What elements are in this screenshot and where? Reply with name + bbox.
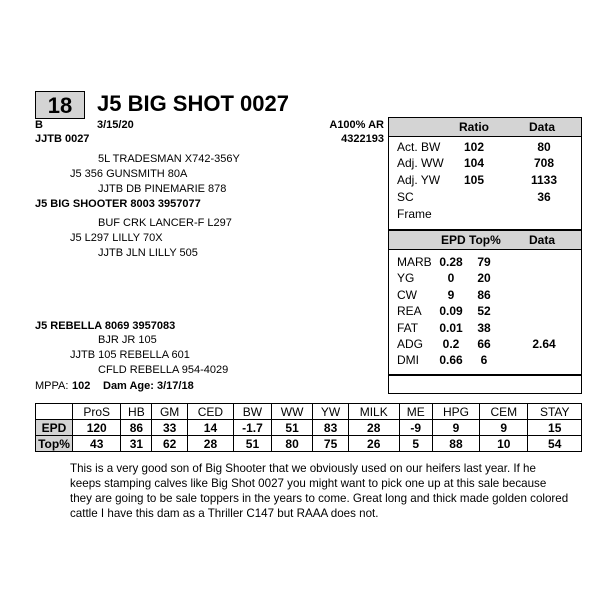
- carcass-row-epd: 0.01: [439, 321, 463, 335]
- ratio-row-label: SC: [397, 190, 414, 204]
- pedigree-dsd: CFLD REBELLA 954-4029: [98, 364, 229, 376]
- ratio-row-data: 1133: [530, 173, 558, 187]
- mppa-label: MPPA:: [35, 380, 69, 392]
- epd-cell: 120: [73, 420, 121, 436]
- carcass-row-label: DMI: [397, 353, 419, 367]
- ratio-row-ratio: 105: [463, 173, 485, 187]
- epd-col-header: CED: [187, 404, 233, 420]
- carcass-row-label: MARB: [397, 255, 432, 269]
- pedigree-ss: J5 356 GUNSMITH 80A: [70, 168, 188, 180]
- pedigree-dss: BJR JR 105: [98, 334, 157, 346]
- top-header: Top%: [469, 233, 501, 247]
- carcass-row-label: ADG: [397, 337, 424, 351]
- pedigree-sds: BUF CRK LANCER-F L297: [98, 217, 232, 229]
- ratio-row-data: 708: [533, 156, 555, 170]
- lot-number: 18: [35, 91, 85, 119]
- epd-col-header: WW: [271, 404, 312, 420]
- epd-cell: 33: [152, 420, 188, 436]
- top-cell: 88: [432, 436, 479, 452]
- ratio-row-data: 80: [537, 140, 551, 154]
- carcass-row-epd: 0: [447, 271, 455, 285]
- data-header: Data: [529, 233, 556, 247]
- epd-cell: 9: [480, 420, 528, 436]
- pedigree-ds: JJTB 105 REBELLA 601: [70, 349, 190, 361]
- epd-col-header: MILK: [348, 404, 399, 420]
- dam-age-label: Dam Age:: [103, 380, 154, 392]
- ratio-table-header: [389, 118, 581, 137]
- carcass-row-label: YG: [397, 271, 415, 285]
- ratio-header: Ratio: [459, 120, 489, 134]
- ratio-table: [388, 117, 582, 230]
- top-row-label: Top%: [36, 436, 73, 452]
- breed-code: B: [35, 119, 43, 131]
- epd-cell: -9: [399, 420, 432, 436]
- epd-cell: 28: [348, 420, 399, 436]
- epd-col-header: BW: [233, 404, 271, 420]
- epd-col-header: YW: [313, 404, 349, 420]
- carcass-row-epd: 0.28: [439, 255, 463, 269]
- tag-id: JJTB 0027: [35, 133, 90, 145]
- top-cell: 43: [73, 436, 121, 452]
- epd-col-header: HPG: [432, 404, 479, 420]
- carcass-row-top: 38: [477, 321, 491, 335]
- birth-date: 3/15/20: [97, 119, 134, 131]
- top-cell: 51: [233, 436, 271, 452]
- corner-cell: [36, 404, 73, 420]
- empty-box: [388, 375, 582, 394]
- epd-table: [35, 403, 582, 452]
- top-cell: 28: [187, 436, 233, 452]
- epd-cell: 51: [271, 420, 312, 436]
- epd-cell: 14: [187, 420, 233, 436]
- top-cell: 5: [399, 436, 432, 452]
- carcass-row-top: 52: [477, 304, 491, 318]
- epd-col-header: ME: [399, 404, 432, 420]
- carcass-row-label: FAT: [397, 321, 419, 335]
- carcass-row-epd: 0.66: [439, 353, 463, 367]
- dam-age-value: 3/17/18: [157, 380, 194, 392]
- pedigree-sdd: JJTB JLN LILLY 505: [98, 247, 198, 259]
- carcass-row-label: CW: [397, 288, 417, 302]
- carcass-row-top: 66: [477, 337, 491, 351]
- ratio-row-label: Act. BW: [397, 140, 441, 154]
- registration-number: 4322193: [341, 133, 384, 145]
- ratio-row-ratio: 104: [463, 156, 485, 170]
- epd-col-header: CEM: [480, 404, 528, 420]
- pedigree-sd: J5 L297 LILLY 70X: [70, 232, 163, 244]
- carcass-row-epd: 9: [447, 288, 455, 302]
- registry: A100% AR: [329, 119, 384, 131]
- top-cell: 62: [152, 436, 188, 452]
- top-cell: 54: [528, 436, 582, 452]
- carcass-row-top: 6: [480, 353, 488, 367]
- pedigree-sire: J5 BIG SHOOTER 8003 3957077: [35, 198, 201, 210]
- carcass-row-data: 2.64: [532, 337, 556, 351]
- carcass-table-header: [389, 231, 581, 250]
- top-cell: 26: [348, 436, 399, 452]
- epd-table-header-row: [36, 404, 582, 420]
- pedigree-dam: J5 REBELLA 8069 3957083: [35, 320, 176, 332]
- epd-col-header: STAY: [528, 404, 582, 420]
- ratio-row-label: Adj. WW: [397, 156, 444, 170]
- top-cell: 75: [313, 436, 349, 452]
- top-cell: 31: [121, 436, 152, 452]
- epd-cell: -1.7: [233, 420, 271, 436]
- carcass-table: [388, 230, 582, 375]
- epd-col-header: GM: [152, 404, 188, 420]
- sale-comment: This is a very good son of Big Shooter that we obviously used on our heifers last year. If he keeps stamping calves like Big Shot 0027 you might want to pick one up at this sale because they are going to be sale toppers in the years to come. Great long and thick made golden colored cattle I have this dam as a Thriller C147 but RAAA does not.: [70, 462, 569, 520]
- epd-cell: 9: [432, 420, 479, 436]
- carcass-row-top: 20: [477, 271, 491, 285]
- ratio-row-label: Frame: [397, 207, 432, 221]
- top-cell: 80: [271, 436, 312, 452]
- epd-col-header: HB: [121, 404, 152, 420]
- pedigree-ssd: JJTB DB PINEMARIE 878: [98, 183, 227, 195]
- epd-header: EPD: [441, 233, 466, 247]
- epd-col-header: ProS: [73, 404, 121, 420]
- carcass-row-top: 86: [477, 288, 491, 302]
- mppa-value: 102: [72, 380, 91, 392]
- top-cell: 10: [480, 436, 528, 452]
- carcass-row-epd: 0.09: [439, 304, 463, 318]
- ratio-row-ratio: 102: [463, 140, 485, 154]
- epd-cell: 83: [313, 420, 349, 436]
- epd-row-label: EPD: [36, 420, 73, 436]
- epd-row: [36, 420, 582, 436]
- carcass-row-top: 79: [477, 255, 491, 269]
- carcass-row-epd: 0.2: [442, 337, 460, 351]
- carcass-row-label: REA: [397, 304, 422, 318]
- epd-cell: 15: [528, 420, 582, 436]
- epd-cell: 86: [121, 420, 152, 436]
- ratio-row-data: 36: [537, 190, 551, 204]
- top-percent-row: [36, 436, 582, 452]
- data-header: Data: [529, 120, 556, 134]
- pedigree-sss: 5L TRADESMAN X742-356Y: [98, 153, 240, 165]
- animal-name: J5 BIG SHOT 0027: [97, 91, 289, 116]
- ratio-row-label: Adj. YW: [397, 173, 441, 187]
